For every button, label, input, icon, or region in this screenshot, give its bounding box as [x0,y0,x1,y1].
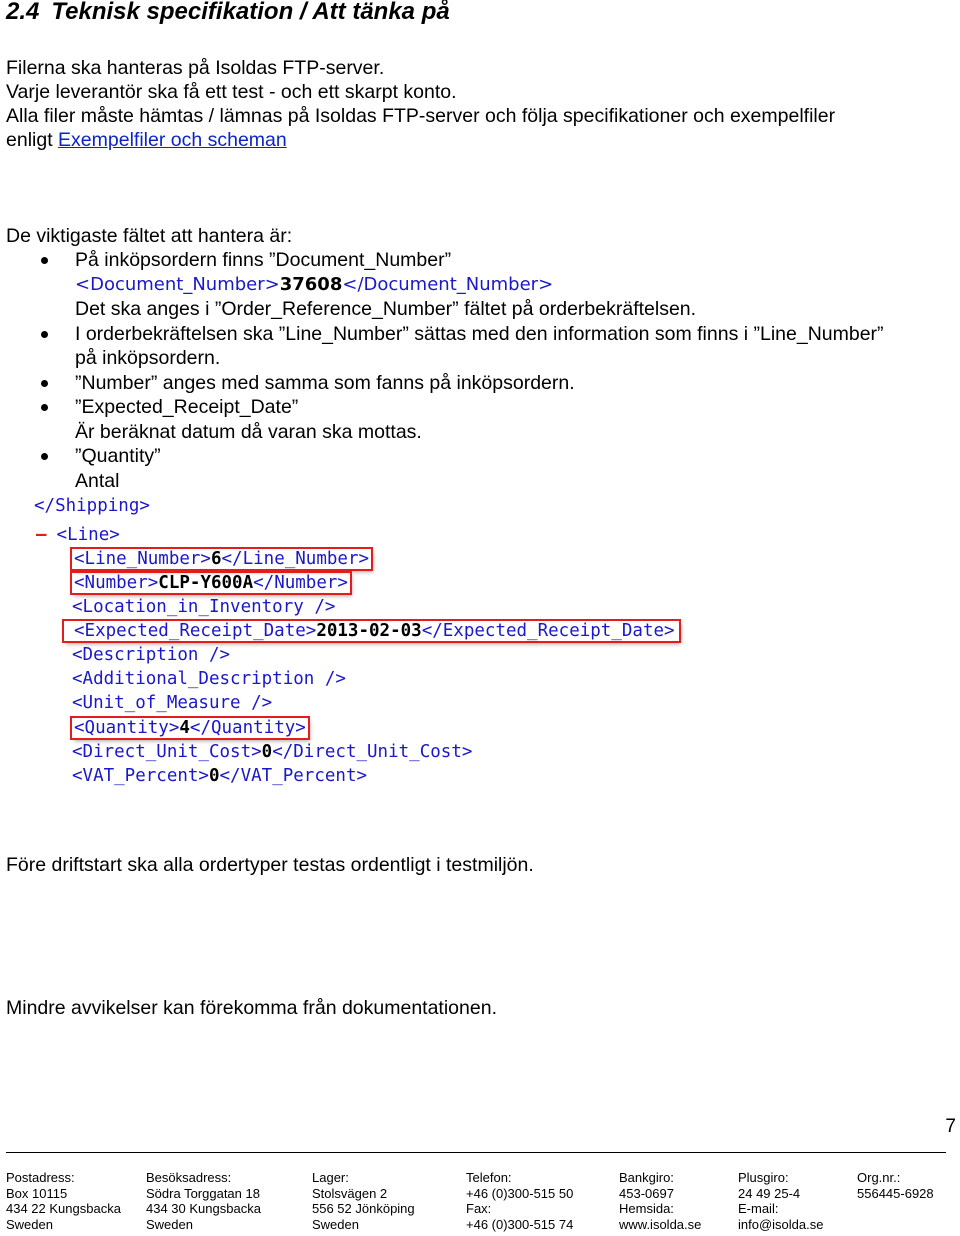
xml-close-tag: </Document_Number> [342,273,554,295]
list-item-text: Antal [75,469,120,492]
xml-quantity [72,717,308,739]
xml-line-number [72,548,371,570]
list-item-text: ”Quantity” [75,445,161,467]
xml-direct-cost: <Direct_Unit_Cost>0</Direct_Unit_Cost> [72,742,473,762]
list-item [0,248,884,322]
intro-paragraph [6,56,835,152]
list-item-text: Är beräknat datum då varan ska mottas. [75,420,422,443]
intro-line-1: Filerna ska hanteras på Isoldas FTP-server. [6,57,385,79]
footer-phone: Telefon: +46 (0)300-515 50 Fax: +46 (0)300-515 74 [466,1170,574,1232]
intro-line-4 [6,128,835,152]
footer-plusgiro: Plusgiro: 24 49 25-4 E-mail: info@isolda.se [738,1170,824,1232]
field-list [0,248,884,493]
section-heading [6,0,450,28]
bullet-icon [41,453,48,460]
test-note: Före driftstart ska alla ordertyper testas ordentligt i testmiljön. [6,854,534,876]
footer-warehouse: Lager: Stolsvägen 2 556 52 Jönköping Sweden [312,1170,415,1232]
highlight-box: <Expected_Receipt_Date>2013-02-03</Expected_Receipt_Date> [64,621,679,641]
list-item-text: ”Expected_Receipt_Date” [75,396,299,418]
list-item-text: ”Number” anges med samma som fanns på inköpsordern. [75,371,575,394]
bullet-icon [41,380,48,387]
xml-cut-line: </Shipping> [34,496,150,516]
deviation-note: Mindre avvikelser kan förekomma från dokumentationen. [6,997,497,1019]
xml-additional: <Additional_Description /> [72,669,346,689]
bullet-icon [41,331,48,338]
fields-intro: De viktigaste fältet att hantera är: [6,225,293,247]
list-item-text: I orderbekräftelsen ska ”Line_Number” sättas med den information som finns i ”Line_Number” [75,322,884,345]
xml-location: <Location_in_Inventory /> [72,597,336,617]
footer-divider [6,1152,946,1153]
bullet-icon [41,404,48,411]
document-number-xml [75,273,884,298]
xml-expected-date [64,620,679,642]
xml-line-open: – <Line> [36,525,120,545]
xml-description: <Description /> [72,645,231,665]
xml-number [72,572,350,594]
footer-visit: Besöksadress: Södra Torggatan 18 434 30 Kungsbacka Sweden [146,1170,261,1232]
footer-org: Org.nr.: 556445-6928 [857,1170,934,1201]
xml-value: 37608 [279,273,343,295]
list-item [0,444,884,493]
list-item-note: Det ska anges i ”Order_Reference_Number” fältet på orderbekräftelsen. [75,298,697,320]
list-item-text: På inköpsordern finns ”Document_Number” [75,249,452,271]
xml-vat: <VAT_Percent>0</VAT_Percent> [72,766,368,786]
list-item-text: på inköpsordern. [75,347,221,369]
highlight-box: <Number>CLP-Y600A</Number> [74,573,348,593]
examples-link[interactable]: Exempelfiler och scheman [58,129,287,151]
intro-line-2: Varje leverantör ska få ett test - och ett skarpt konto. [6,81,457,103]
list-item [0,395,884,444]
highlight-box: <Line_Number>6</Line_Number> [74,549,370,569]
highlight-box: <Quantity>4</Quantity> [74,718,306,738]
xml-example-screenshot [28,496,728,786]
section-title: Teknisk specifikation / Att tänka på [51,0,450,25]
xml-open-tag: <Document_Number> [75,273,280,295]
xml-unit: <Unit_of_Measure /> [72,693,273,713]
section-number: 2.4 [6,0,40,25]
list-item [0,371,884,396]
collapse-icon[interactable]: – [36,525,47,545]
intro-line-3: Alla filer måste hämtas / lämnas på Isoldas FTP-server och följa specifikationer och exempelfiler [6,105,836,127]
page-number: 7 [945,1116,956,1137]
footer-bank: Bankgiro: 453-0697 Hemsida: www.isolda.se [619,1170,702,1232]
footer-postal: Postadress: Box 10115 434 22 Kungsbacka Sweden [6,1170,121,1232]
list-item [0,322,884,371]
intro-line-4-prefix: enligt [6,129,59,151]
bullet-icon [41,257,48,264]
